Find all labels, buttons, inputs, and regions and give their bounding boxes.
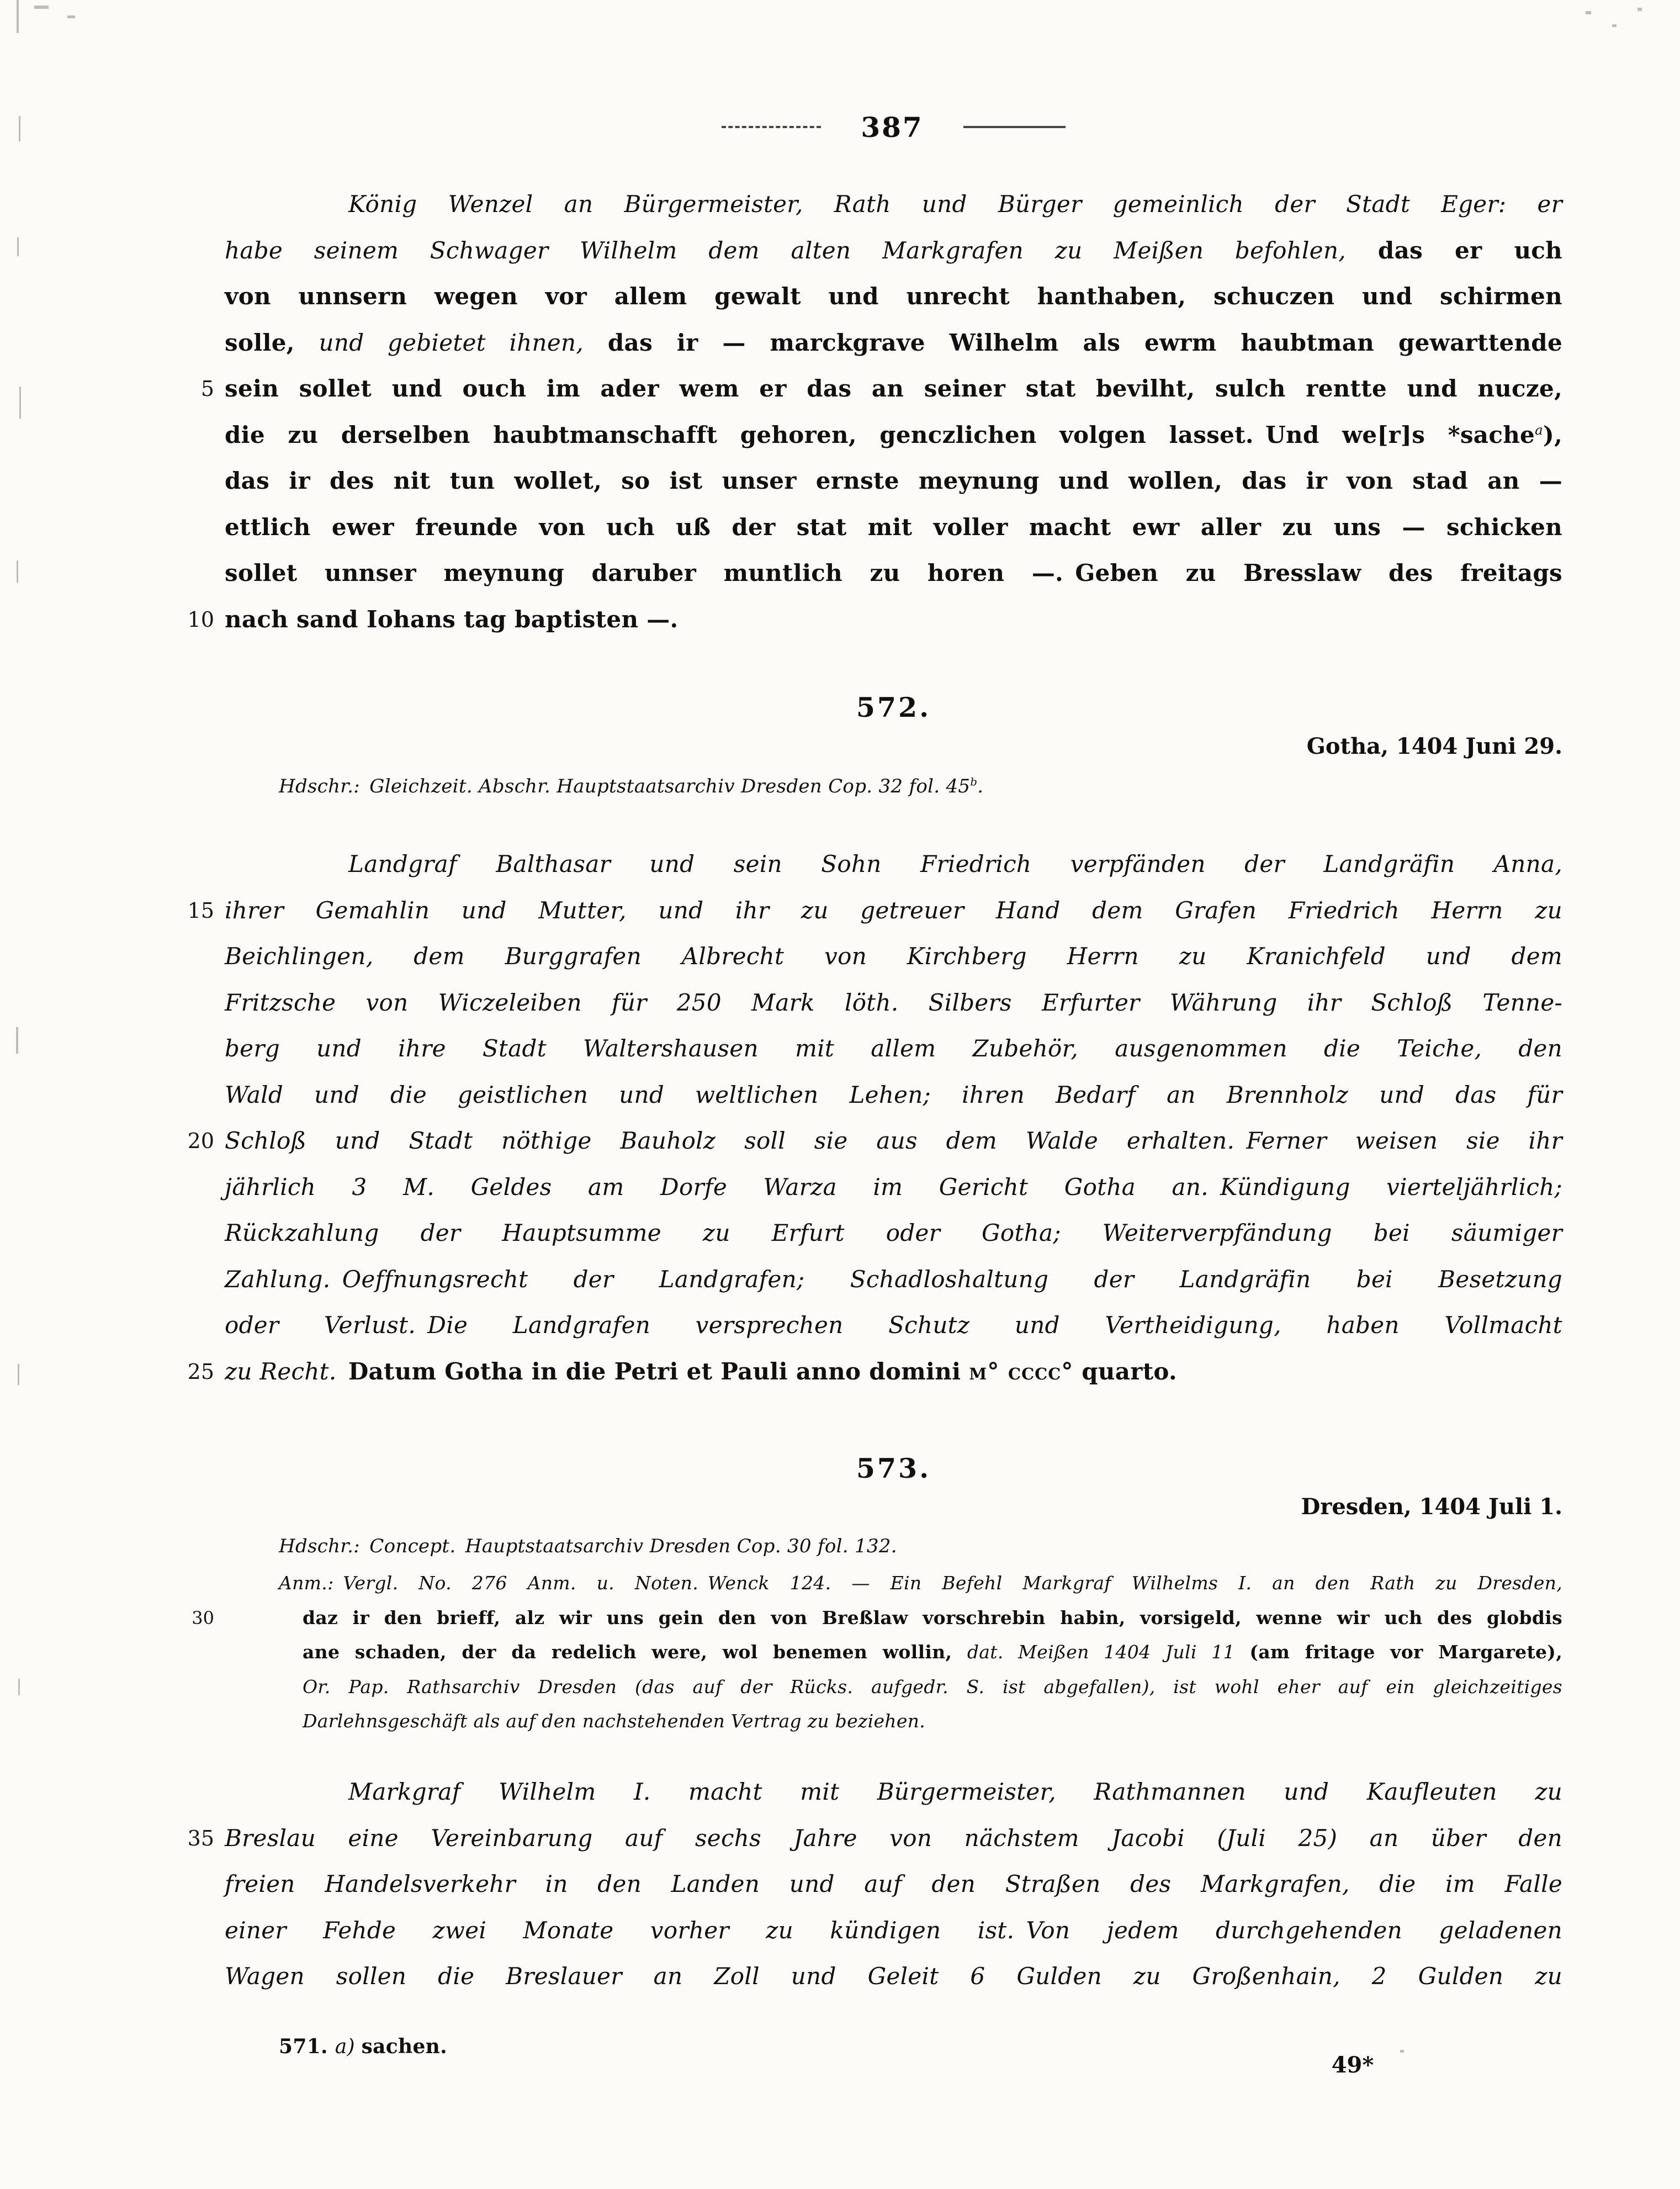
scan-artifact: [17, 0, 19, 33]
scan-artifact: [18, 1364, 19, 1385]
scan-artifact: [1400, 2050, 1404, 2053]
text-line: [279, 772, 1562, 801]
text-line: [225, 1349, 1562, 1395]
scan-artifact: [1637, 8, 1642, 11]
signature-mark: 49*: [1331, 2052, 1374, 2078]
scan-artifact: [67, 15, 75, 18]
text-segment: Hdschr.: Concept. Hauptstaatsarchiv Dresden Cop. 30 fol. 132.: [279, 1535, 897, 1557]
text-segment: von unnsern wegen vor allem gewalt und unrecht hanthaben, schuczen und schirmen: [225, 283, 1562, 310]
text-line: [279, 1566, 1562, 1601]
text-segment: solle,: [225, 329, 319, 356]
scan-artifact: [34, 6, 49, 9]
text-segment: (am fritage vor Margarete),: [1249, 1641, 1563, 1663]
footnote-marker: a: [1535, 421, 1543, 438]
scan-artifact: [18, 1679, 20, 1695]
text-line: [303, 1601, 1562, 1636]
text-line: [225, 1210, 1562, 1256]
text-line: [348, 841, 1562, 887]
text-segment: Wagen sollen die Breslauer an Zoll und Geleit 6 Gulden zu Großenhain, 2 Gulden zu: [225, 1963, 1562, 1990]
text-segment: Zahlung. Oeffnungsrecht der Landgrafen; Schadloshaltung der Landgräfin bei Besetzung: [225, 1265, 1562, 1293]
text-segment: Datum Gotha in die Petri et Pauli anno domini: [336, 1357, 969, 1385]
text-segment: 571.: [279, 2035, 335, 2058]
text-line: [225, 980, 1562, 1026]
scan-artifact: [19, 387, 21, 419]
text-segment: Markgraf Wilhelm I. macht mit Bürgermeister, Rathmannen und Kaufleuten zu: [348, 1778, 1562, 1805]
text-segment: sein sollet und ouch im ader wem er das an seiner stat bevilht, sulch rentte und nucze,: [225, 375, 1562, 402]
text-line: [225, 1953, 1562, 2000]
text-line: [225, 1256, 1562, 1303]
text-segment: berg und ihre Stadt Waltershausen mit allem Zubehör, ausgenommen die Teiche, den: [225, 1035, 1562, 1062]
text-line: [225, 596, 1562, 643]
text-segment: nach sand Iohans tag baptisten —.: [225, 605, 679, 633]
text-segment: und gebietet ihnen,: [319, 329, 584, 356]
page-number: 387: [861, 110, 924, 144]
text-line: [279, 2031, 1052, 2062]
document-573-source-note: [279, 1532, 1562, 1561]
text-line: [225, 1861, 1562, 1907]
text-segment: dat. Meißen 1404 Juli 11: [967, 1641, 1250, 1663]
text-segment: das ir — marckgrave Wilhelm als ewrm haubtman gewarttende: [584, 329, 1563, 356]
text-segment: .: [977, 775, 984, 797]
text-segment: m° cccc°: [969, 1357, 1074, 1385]
text-segment: ihrer Gemahlin und Mutter, und ihr zu getreuer Hand dem Grafen Friedrich Herrn zu: [225, 896, 1562, 924]
page-number-rule-right: [963, 126, 1066, 128]
text-segment: Rückzahlung der Hauptsumme zu Erfurt oder Gotha; Weiterverpfändung bei säumiger: [225, 1219, 1562, 1246]
text-line: [225, 458, 1562, 504]
text-segment: zu Recht.: [225, 1357, 337, 1385]
text-line: [225, 273, 1562, 320]
text-segment: quarto.: [1073, 1357, 1177, 1385]
text-segment: ane schaden, der da redelich were, wol benemen wollin,: [303, 1641, 967, 1663]
scan-artifact: [1586, 11, 1591, 14]
text-segment: Darlehnsgeschäft als auf den nachstehenden Vertrag zu beziehen.: [303, 1710, 926, 1732]
scan-artifact: [17, 561, 18, 583]
text-segment: Landgraf Balthasar und sein Sohn Friedrich verpfänden der Landgräfin Anna,: [348, 850, 1562, 877]
margin-line-number: 35: [187, 1826, 214, 1850]
text-segment: Or. Pap. Rathsarchiv Dresden (das auf der Rücks. aufgedr. S. ist abgefallen), ist wohl eher auf ein gleichzeitiges: [303, 1675, 1562, 1698]
text-segment: freien Handelsverkehr in den Landen und auf den Straßen des Markgrafen, die im Falle: [225, 1870, 1562, 1897]
text-line: [303, 1635, 1562, 1670]
text-line: [303, 1704, 1562, 1739]
text-line: [225, 550, 1562, 596]
text-segment: daz ir den brieff, alz wir uns gein den von Breßlaw vorschrebin habin, vorsigeld, wenne wir uch des globdis: [303, 1606, 1562, 1628]
text-line: [225, 228, 1562, 274]
text-segment: die zu derselben haubtmanschafft gehoren, genczlichen volgen lasset. Und we[r]s *sache: [225, 421, 1535, 448]
text-segment: Anm.: Vergl. No. 276 Anm. u. Noten. Wenck 124. — Ein Befehl Markgraf Wilhelms I. an den Rath zu Dresden,: [279, 1572, 1562, 1594]
page-header: [225, 105, 1562, 149]
text-line: [348, 1769, 1562, 1815]
text-segment: ),: [1543, 421, 1562, 448]
text-segment: König Wenzel an Bürgermeister, Rath und Bürger gemeinlich der Stadt Eger: er: [348, 191, 1562, 218]
text-line: [225, 1302, 1562, 1349]
text-segment: das er uch: [1345, 236, 1563, 264]
document-573-annotation: [279, 1566, 1562, 1739]
margin-line-number: 10: [187, 607, 214, 632]
text-line: [225, 1072, 1562, 1118]
document-572-source-note: [279, 772, 1562, 801]
apparatus-footnote: [279, 2031, 1052, 2062]
text-segment: jährlich 3 M. Geldes am Dorfe Warza im Gericht Gotha an. Kündigung vierteljährlich;: [225, 1173, 1562, 1201]
text-line: [303, 1670, 1562, 1705]
document-573-regest: [225, 1769, 1562, 2000]
text-segment: Wald und die geistlichen und weltlichen Lehen; ihren Bedarf an Brennholz und das für: [225, 1081, 1562, 1108]
text-line: [225, 412, 1562, 458]
page-number-rule-left: [722, 126, 821, 128]
text-line: [348, 181, 1562, 228]
text-segment: einer Fehde zwei Monate vorher zu kündigen ist. Von jedem durchgehenden geladenen: [225, 1916, 1562, 1944]
document-573-dateline: Dresden, 1404 Juli 1.: [1301, 1494, 1562, 1520]
margin-line-number: 30: [192, 1608, 214, 1628]
text-line: [279, 1532, 1562, 1561]
text-segment: Hdschr.: Gleichzeit. Abschr. Hauptstaatsarchiv Dresden Cop. 32 fol. 45: [279, 775, 971, 797]
scan-artifact: [16, 1027, 18, 1054]
document-572-dateline: Gotha, 1404 Juni 29.: [1306, 733, 1562, 759]
text-line: [225, 320, 1562, 366]
text-line: [225, 1025, 1562, 1072]
text-segment: oder Verlust. Die Landgrafen versprechen Schutz und Vertheidigung, haben Vollmacht: [225, 1312, 1562, 1339]
margin-line-number: 25: [187, 1360, 214, 1384]
text-line: [225, 504, 1562, 551]
document-572-regest: [225, 841, 1562, 1394]
document-572-number: 572.: [856, 691, 931, 723]
text-segment: Fritzsche von Wiczeleiben für 250 Mark löth. Silbers Erfurter Währung ihr Schloß Tenne-: [225, 988, 1562, 1016]
text-segment: Beichlingen, dem Burggrafen Albrecht von Kirchberg Herrn zu Kranichfeld und dem: [225, 943, 1562, 970]
document-571-text: [225, 181, 1562, 642]
text-line: [225, 887, 1562, 934]
text-line: [225, 933, 1562, 980]
text-line: [225, 1164, 1562, 1210]
text-segment: ettlich ewer freunde von uch uß der stat mit voller macht ewr aller zu uns — schicken: [225, 513, 1562, 541]
text-line: [225, 1118, 1562, 1164]
text-segment: Breslau eine Vereinbarung auf sechs Jahre von nächstem Jacobi (Juli 25) an über den: [225, 1824, 1562, 1852]
footnote-marker: b: [970, 775, 978, 789]
text-segment: a): [335, 2035, 362, 2058]
margin-line-number: 15: [187, 898, 214, 923]
text-segment: sachen.: [361, 2035, 447, 2058]
scan-artifact: [19, 116, 20, 141]
text-segment: habe seinem Schwager Wilhelm dem alten Markgrafen zu Meißen befohlen,: [225, 236, 1346, 264]
margin-line-number: 20: [187, 1129, 214, 1153]
document-573-number: 573.: [856, 1452, 931, 1484]
margin-line-number: 5: [200, 377, 214, 401]
text-line: [225, 366, 1562, 412]
text-line: [225, 1815, 1562, 1862]
text-segment: Schloß und Stadt nöthige Bauholz soll sie aus dem Walde erhalten. Ferner weisen sie ihr: [225, 1127, 1562, 1154]
text-segment: sollet unnser meynung daruber muntlich zu horen —. Geben zu Bresslaw des freitags: [225, 559, 1562, 586]
text-segment: das ir des nit tun wollet, so ist unser ernste meynung und wollen, das ir von stad an —: [225, 467, 1562, 494]
scan-artifact: [17, 237, 19, 256]
scan-artifact: [1612, 24, 1617, 27]
text-line: [225, 1907, 1562, 1954]
